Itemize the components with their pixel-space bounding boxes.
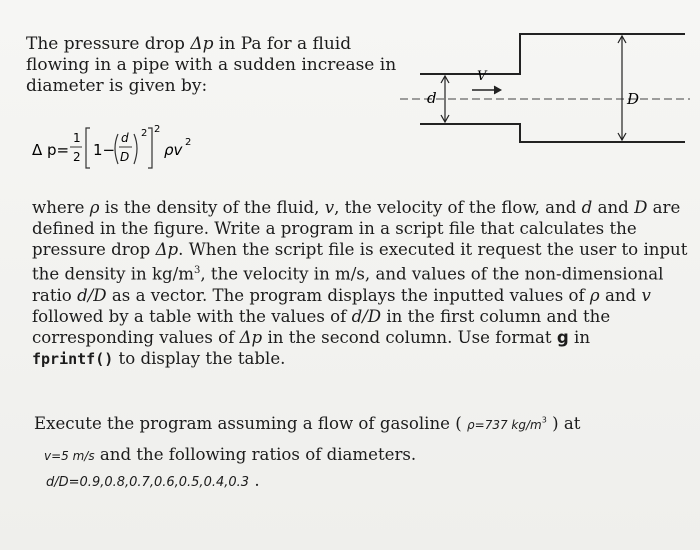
text: are <box>647 198 681 217</box>
gasoline-density: ρ=737 kg/m <box>467 418 542 432</box>
v-symbol: v <box>641 285 651 305</box>
text: ratio <box>32 285 78 305</box>
text: followed by a table with the values of <box>32 306 352 326</box>
text: to display the table. <box>113 348 286 368</box>
diameter-ratios: d/D=0.9,0.8,0.7,0.6,0.5,0.4,0.3 <box>46 475 250 490</box>
text: ) at <box>546 414 581 433</box>
pipe-lower-wall <box>420 124 685 142</box>
text: and the following ratios of diameters. <box>94 445 417 464</box>
text: the density in kg/m <box>32 264 194 284</box>
statement-line-5 <box>32 285 672 306</box>
pressure-drop-formula <box>30 120 230 180</box>
text: , the velocity of the flow, and <box>334 198 582 217</box>
text: corresponding values of <box>32 327 240 347</box>
formula-inner-exp: 2 <box>141 128 148 139</box>
v-symbol: v <box>324 198 335 217</box>
arrow-head <box>494 86 501 94</box>
pipe-diagram <box>400 20 690 150</box>
formula-frac-den: D <box>120 150 130 164</box>
text: as a vector. The program displays the inputted values of <box>106 285 590 305</box>
statement-line-3 <box>32 239 688 260</box>
text: in the first column and the <box>381 306 611 326</box>
small-diameter-label: d <box>427 89 437 107</box>
statement-line-8 <box>32 348 672 370</box>
execute-line-1 <box>34 414 580 433</box>
ratio-symbol: d/D <box>77 285 107 305</box>
large-diameter-label: D <box>627 90 640 108</box>
delta-p-symbol: Δp <box>155 240 179 259</box>
formula-half-num: 1 <box>73 131 81 145</box>
left-paren <box>115 134 118 164</box>
right-paren <box>134 134 137 164</box>
formula-one-minus: 1− <box>93 141 116 159</box>
execute-line-2 <box>44 445 416 464</box>
text: in the second column. Use format <box>262 327 557 347</box>
statement-line-4 <box>32 260 672 285</box>
formula-rho-v: ρv <box>164 141 183 159</box>
problem-intro <box>26 34 397 97</box>
text: . <box>249 471 260 490</box>
text: and <box>592 198 635 217</box>
text: is the density of the fluid, <box>99 198 325 217</box>
text: where <box>32 198 90 217</box>
intro-text: The pressure drop <box>26 34 191 54</box>
superscript: 3 <box>541 415 547 425</box>
right-bracket <box>148 128 152 168</box>
text: . When the script file is executed it request the user to input <box>178 240 688 259</box>
format-g-code: g <box>556 327 569 347</box>
text: in <box>568 327 591 347</box>
text: pressure drop <box>32 240 156 259</box>
formula-v-exp: 2 <box>185 137 192 148</box>
statement-line-2: defined in the figure. Write a program in a script file that calculates the <box>32 219 637 238</box>
fprintf-code: fprintf() <box>32 349 114 368</box>
formula-lhs: Δ p= <box>32 141 70 159</box>
intro-line-3: diameter is given by: <box>26 76 208 96</box>
formula-outer-exp: 2 <box>154 124 161 135</box>
execute-line-3 <box>46 471 260 490</box>
d-symbol: d <box>581 198 593 217</box>
delta-p-symbol: Δp <box>239 327 263 347</box>
intro-line-2: flowing in a pipe with a sudden increase in <box>26 55 397 75</box>
pipe-upper-wall <box>420 34 685 74</box>
statement-line-7 <box>32 327 672 348</box>
text: and <box>599 285 642 305</box>
velocity-label: V <box>477 69 487 84</box>
ratio-symbol: d/D <box>351 306 382 326</box>
statement-line-6 <box>32 306 672 327</box>
formula-half-den: 2 <box>73 150 81 164</box>
intro-text: in Pa for a fluid <box>213 34 352 54</box>
left-bracket <box>86 128 90 168</box>
D-symbol: D <box>634 198 648 217</box>
problem-statement <box>32 197 688 370</box>
statement-line-1 <box>32 197 681 218</box>
text: , the velocity in m/s, and values of the non-dimensional <box>200 264 664 284</box>
rho-symbol: ρ <box>89 198 100 217</box>
superscript: 3 <box>194 265 201 276</box>
intro-line-1 <box>26 34 386 55</box>
rho-symbol: ρ <box>589 285 600 305</box>
text: Execute the program assuming a flow of gasoline ( <box>34 414 468 433</box>
formula-frac-num: d <box>121 131 129 145</box>
velocity-value: v=5 m/s <box>44 449 95 463</box>
delta-p-symbol: Δp <box>190 34 214 54</box>
